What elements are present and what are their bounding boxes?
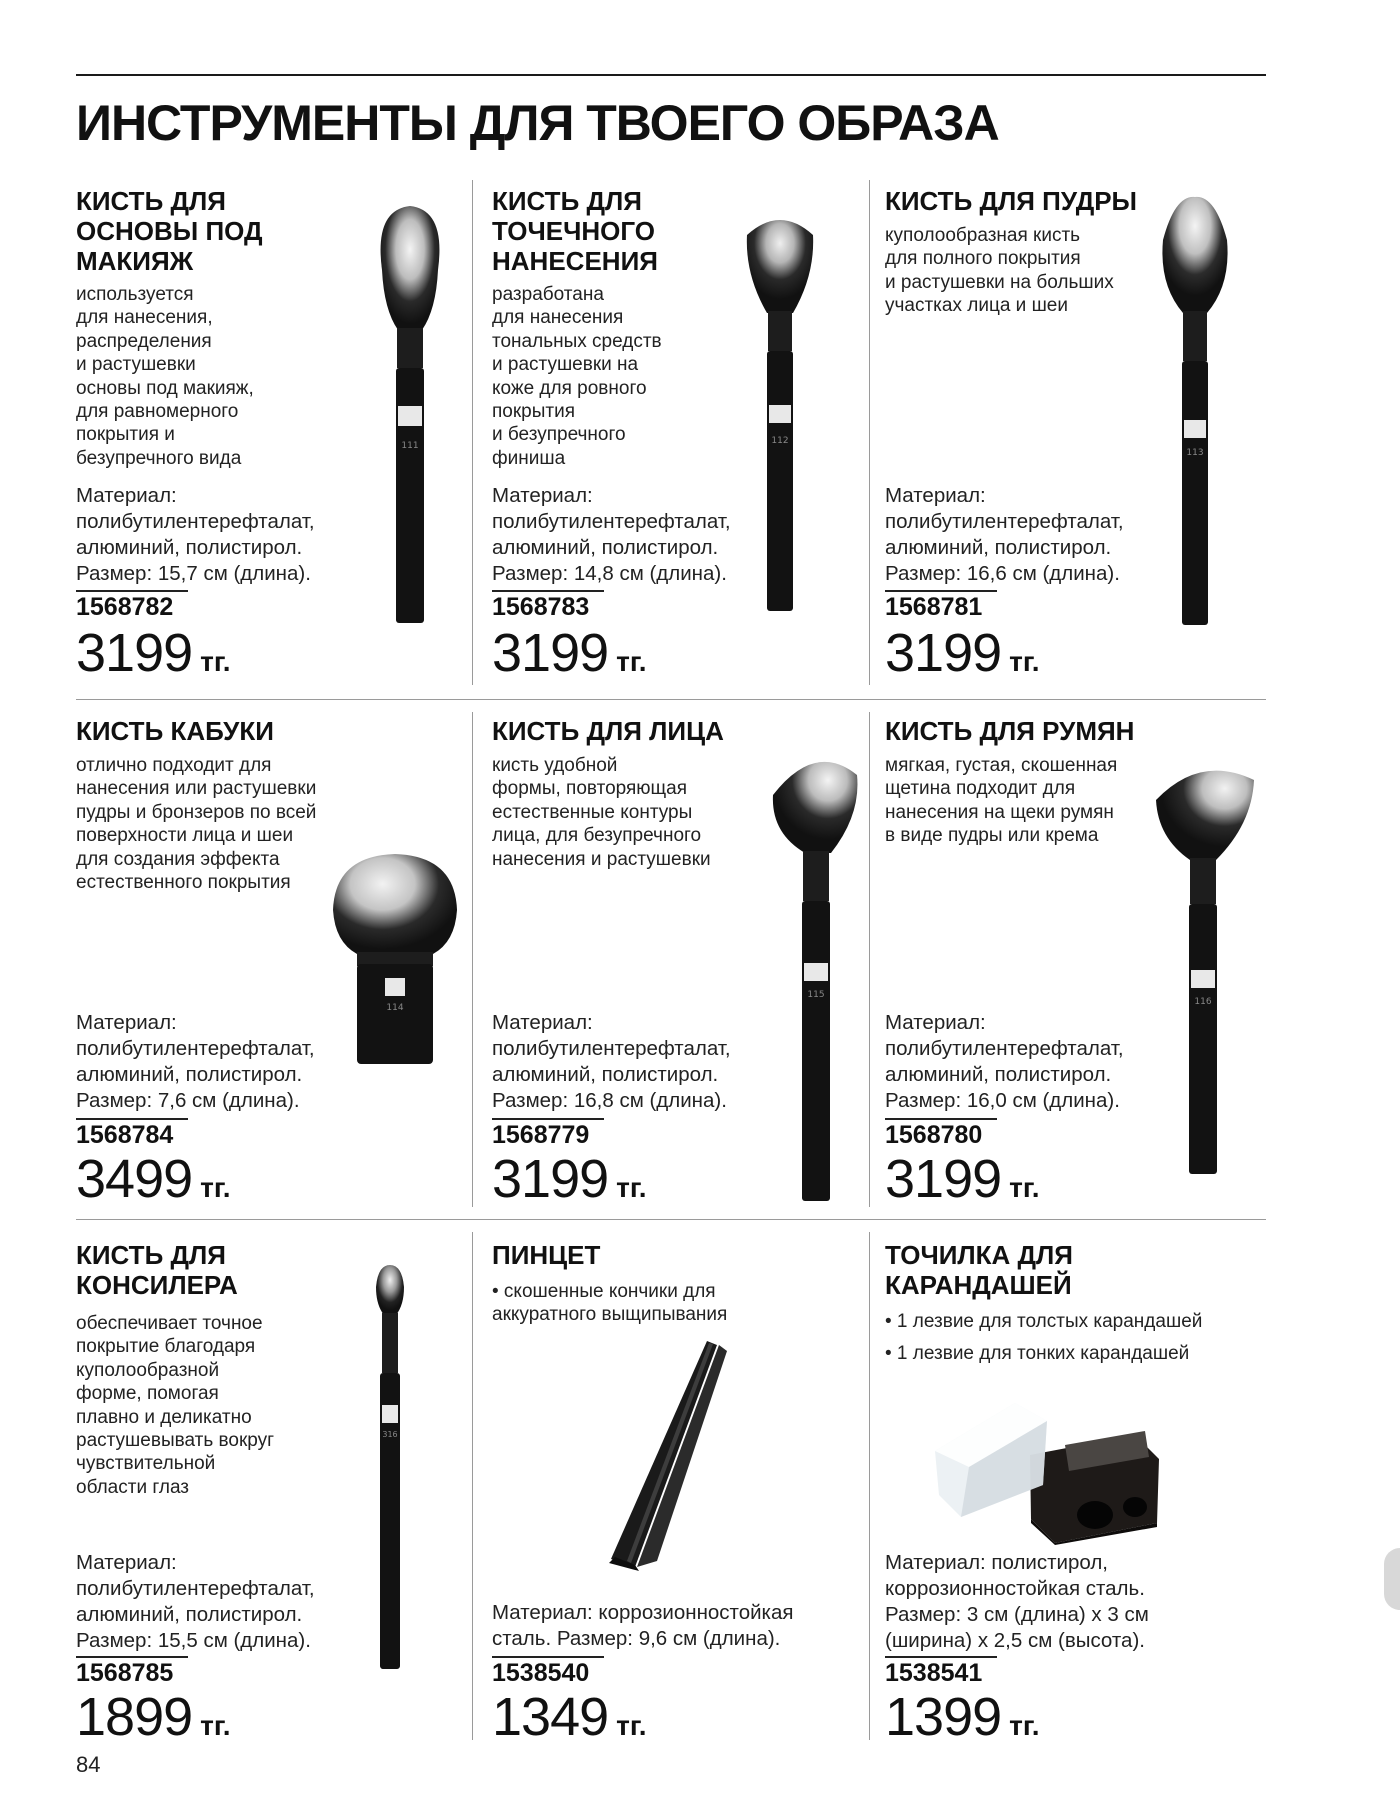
page-edge-tab (1384, 1548, 1400, 1610)
column-divider (869, 1232, 870, 1740)
column-divider (472, 712, 473, 1207)
price-value: 3199 (885, 1149, 1002, 1209)
price-currency: тг. (200, 1172, 231, 1203)
price-currency: тг. (200, 646, 231, 677)
product-code: 1568784 (76, 1121, 174, 1149)
product-description: кисть удобной формы, повторяющая естественные контуры лица, для безупречного нанесения и растушевки (492, 755, 711, 870)
price-currency: тг. (616, 1710, 647, 1741)
brush-number: 115 (807, 990, 825, 1000)
sharpener-image (935, 1395, 1165, 1545)
product-bullet: • 1 лезвие для тонких карандашей (885, 1343, 1190, 1364)
point-brush-image (735, 205, 825, 655)
product-price (492, 1148, 647, 1210)
price-currency: тг. (1009, 1710, 1040, 1741)
product-name: КИСТЬ ДЛЯ ЛИЦА (492, 716, 724, 746)
product-name: КИСТЬ ДЛЯ РУМЯН (885, 716, 1135, 746)
product-material: Материал: полибутилентерефталат, алюминий, полистирол. Размер: 16,0 см (длина). (885, 1011, 1124, 1112)
product-code: 1538541 (885, 1659, 983, 1687)
product-description: используется для нанесения, распределения и растушевки основы под макияж, для равномерного покрытия и безупречного вида (76, 284, 254, 469)
product-code: 1538540 (492, 1659, 590, 1687)
price-value: 3499 (76, 1149, 193, 1209)
price-currency: тг. (200, 1710, 231, 1741)
product-name: ПИНЦЕТ (492, 1240, 601, 1270)
product-material: Материал: полибутилентерефталат, алюминий, полистирол. Размер: 15,5 см (длина). (76, 1551, 315, 1652)
product-bullet: • скошенные кончики для аккуратного выщипывания (492, 1281, 728, 1326)
price-value: 3199 (885, 623, 1002, 683)
product-material: Материал: полибутилентерефталат, алюминий, полистирол. Размер: 16,6 см (длина). (885, 484, 1124, 585)
product-material: Материал: коррозионностойкая сталь. Размер: 9,6 см (длина). (492, 1601, 794, 1650)
column-divider (869, 180, 870, 685)
product-material: Материал: полибутилентерефталат, алюминий, полистирол. Размер: 14,8 см (длина). (492, 484, 731, 585)
product-description: отлично подходит для нанесения или растушевки пудры и бронзеров по всей поверхности лица и шеи для создания эффекта естественного покрытия (76, 755, 317, 894)
product-code: 1568783 (492, 593, 590, 621)
row-divider (76, 699, 1266, 700)
row-divider (76, 1219, 1266, 1220)
product-price (76, 622, 231, 684)
price-currency: тг. (616, 1172, 647, 1203)
product-name: КИСТЬ ДЛЯ ОСНОВЫ ПОД МАКИЯЖ (76, 186, 263, 276)
price-currency: тг. (1009, 1172, 1040, 1203)
product-description: разработана для нанесения тональных средств и растушевки на коже для ровного покрытия и безупречного финиша (492, 284, 662, 469)
concealer-brush-image (360, 1265, 420, 1675)
page-title: ИНСТРУМЕНТЫ ДЛЯ ТВОЕГО ОБРАЗА (76, 95, 999, 151)
column-divider (472, 1232, 473, 1740)
brush-number: 113 (1186, 448, 1204, 458)
product-price (492, 622, 647, 684)
brush-number: 116 (1194, 997, 1212, 1007)
product-price (885, 622, 1040, 684)
product-price (76, 1686, 231, 1748)
price-value: 1349 (492, 1687, 609, 1747)
product-description: куполообразная кисть для полного покрытия и растушевки на больших участках лица и шеи (885, 225, 1114, 317)
page-number: 84 (76, 1752, 101, 1777)
product-name: КИСТЬ ДЛЯ ТОЧЕЧНОГО НАНЕСЕНИЯ (492, 186, 658, 276)
brush-number: 316 (382, 1430, 398, 1439)
product-code: 1568782 (76, 593, 174, 621)
product-material: Материал: полибутилентерефталат, алюминий, полистирол. Размер: 16,8 см (длина). (492, 1011, 731, 1112)
product-price (492, 1686, 647, 1748)
product-code: 1568780 (885, 1121, 983, 1149)
price-value: 1399 (885, 1687, 1002, 1747)
product-description: мягкая, густая, скошенная щетина подходит для нанесения на щеки румян в виде пудры или крема (885, 755, 1118, 847)
product-material: Материал: полистирол, коррозионностойкая сталь. Размер: 3 см (длина) x 3 см (ширина) x 2,5 см (высота). (885, 1551, 1149, 1652)
price-value: 3199 (76, 623, 193, 683)
product-bullet: • 1 лезвие для толстых карандашей (885, 1311, 1203, 1332)
product-price (885, 1686, 1040, 1748)
powder-brush-image (1145, 195, 1245, 635)
price-value: 1899 (76, 1687, 193, 1747)
column-divider (869, 712, 870, 1207)
product-material: Материал: полибутилентерефталат, алюминий, полистирол. Размер: 7,6 см (длина). (76, 1011, 315, 1112)
price-currency: тг. (1009, 646, 1040, 677)
face-brush-image (765, 745, 865, 1210)
top-rule (76, 74, 1266, 76)
price-currency: тг. (616, 646, 647, 677)
product-name: КИСТЬ ДЛЯ КОНСИЛЕРА (76, 1240, 238, 1300)
product-name: КИСТЬ КАБУКИ (76, 716, 274, 746)
tweezers-image (595, 1335, 745, 1575)
brush-number: 112 (771, 436, 789, 446)
product-material: Материал: полибутилентерефталат, алюминий, полистирол. Размер: 15,7 см (длина). (76, 484, 315, 585)
blush-brush-image (1150, 760, 1260, 1180)
brush-number: 111 (401, 441, 419, 451)
product-name: КИСТЬ ДЛЯ ПУДРЫ (885, 186, 1138, 216)
foundation-brush-image (360, 200, 460, 660)
kabuki-brush-image (325, 850, 465, 1070)
column-divider (472, 180, 473, 685)
price-value: 3199 (492, 623, 609, 683)
product-code: 1568779 (492, 1121, 590, 1149)
product-code: 1568781 (885, 593, 983, 621)
price-value: 3199 (492, 1149, 609, 1209)
product-code: 1568785 (76, 1659, 174, 1687)
product-name: ТОЧИЛКА ДЛЯ КАРАНДАШЕЙ (885, 1240, 1073, 1300)
brush-number: 114 (386, 1003, 404, 1013)
product-price (76, 1148, 231, 1210)
product-description: обеспечивает точное покрытие благодаря куполообразной форме, помогая плавно и деликатно растушевывать вокруг чувствительной области глаз (76, 1313, 275, 1498)
product-price (885, 1148, 1040, 1210)
